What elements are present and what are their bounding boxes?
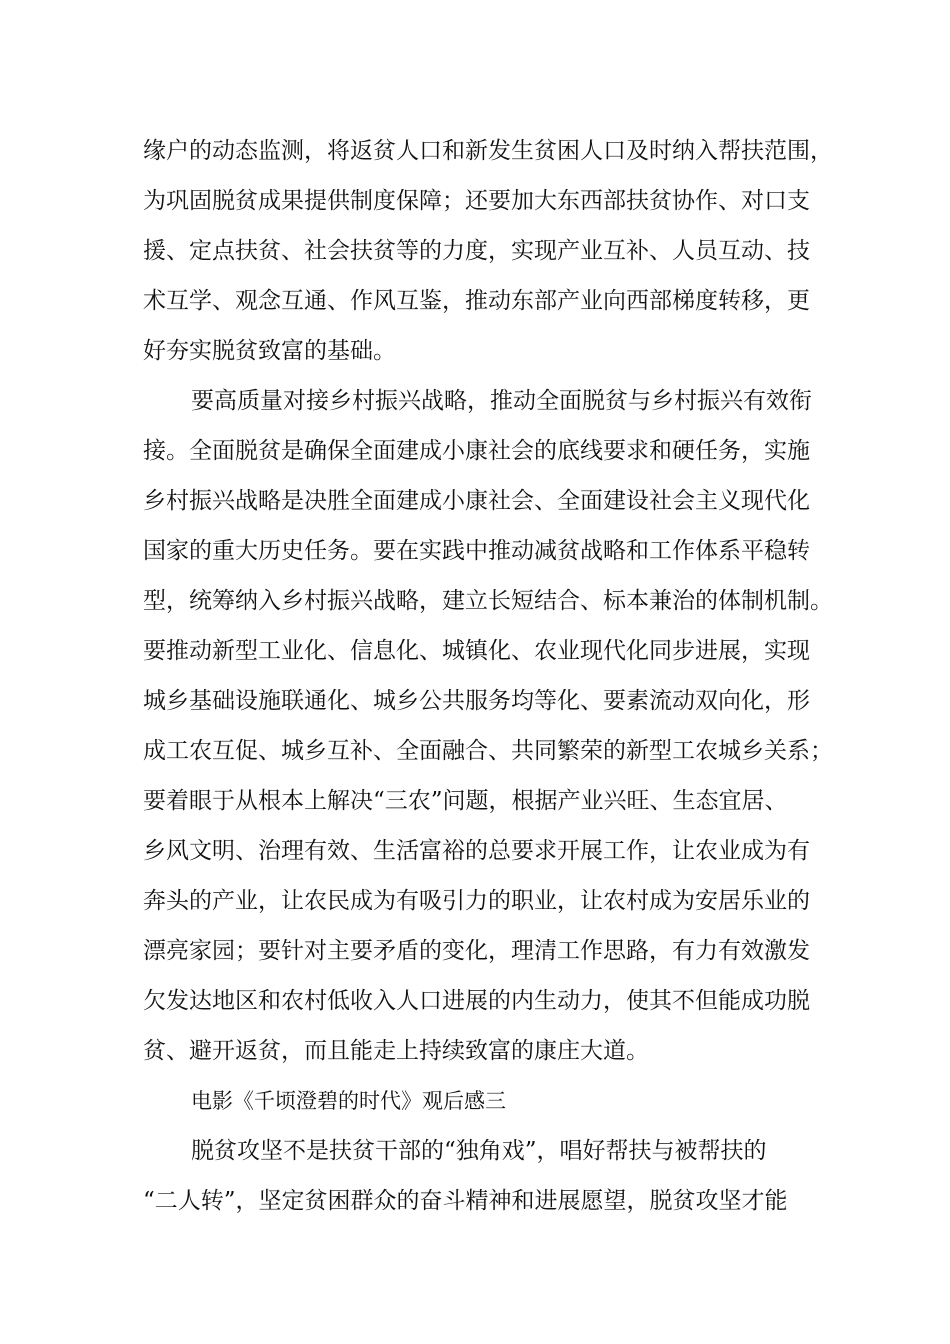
text-line: 城乡基础设施联通化、城乡公共服务均等化、要素流动双向化，形 xyxy=(143,688,810,714)
text-line: 术互学、观念互通、作风互鉴，推动东部产业向西部梯度转移，更 xyxy=(143,288,810,314)
text-line: 型，统筹纳入乡村振兴战略，建立长短结合、标本兼治的体制机制。 xyxy=(143,588,833,614)
text-line: 要推动新型工业化、信息化、城镇化、农业现代化同步进展，实现 xyxy=(143,638,810,664)
text-line: “二人转”，坚定贫困群众的奋斗精神和进展愿望，脱贫攻坚才能 xyxy=(143,1188,788,1214)
text-line: 成工农互促、城乡互补、全面融合、共同繁荣的新型工农城乡关系； xyxy=(143,738,833,764)
paragraph-first-line: 要高质量对接乡村振兴战略，推动全面脱贫与乡村振兴有效衔 xyxy=(191,388,812,414)
text-line: 好夯实脱贫致富的基础。 xyxy=(143,338,396,364)
text-line: 援、定点扶贫、社会扶贫等的力度，实现产业互补、人员互动、技 xyxy=(143,238,810,264)
text-line: 贫、避开返贫，而且能走上持续致富的康庄大道。 xyxy=(143,1038,649,1064)
paragraph-first-line: 脱贫攻坚不是扶贫干部的“独角戏”，唱好帮扶与被帮扶的 xyxy=(191,1138,767,1164)
text-line: 奔头的产业，让农民成为有吸引力的职业，让农村成为安居乐业的 xyxy=(143,888,810,914)
text-line: 缘户的动态监测，将返贫人口和新发生贫困人口及时纳入帮扶范围， xyxy=(143,138,833,164)
text-line: 乡风文明、治理有效、生活富裕的总要求开展工作，让农业成为有 xyxy=(143,838,810,864)
section-heading: 电影《千顷澄碧的时代》观后感三 xyxy=(191,1089,506,1113)
text-line: 乡村振兴战略是决胜全面建成小康社会、全面建设社会主义现代化 xyxy=(143,488,810,514)
text-line: 漂亮家园；要针对主要矛盾的变化，理清工作思路，有力有效激发 xyxy=(143,938,810,964)
text-line: 为巩固脱贫成果提供制度保障；还要加大东西部扶贫协作、对口支 xyxy=(143,188,810,214)
text-line: 欠发达地区和农村低收入人口进展的内生动力，使其不但能成功脱 xyxy=(143,988,810,1014)
text-line: 要着眼于从根本上解决“三农”问题，根据产业兴旺、生态宜居、 xyxy=(143,788,788,814)
text-line: 接。全面脱贫是确保全面建成小康社会的底线要求和硬任务，实施 xyxy=(143,438,810,464)
text-line: 国家的重大历史任务。要在实践中推动减贫战略和工作体系平稳转 xyxy=(143,538,810,564)
